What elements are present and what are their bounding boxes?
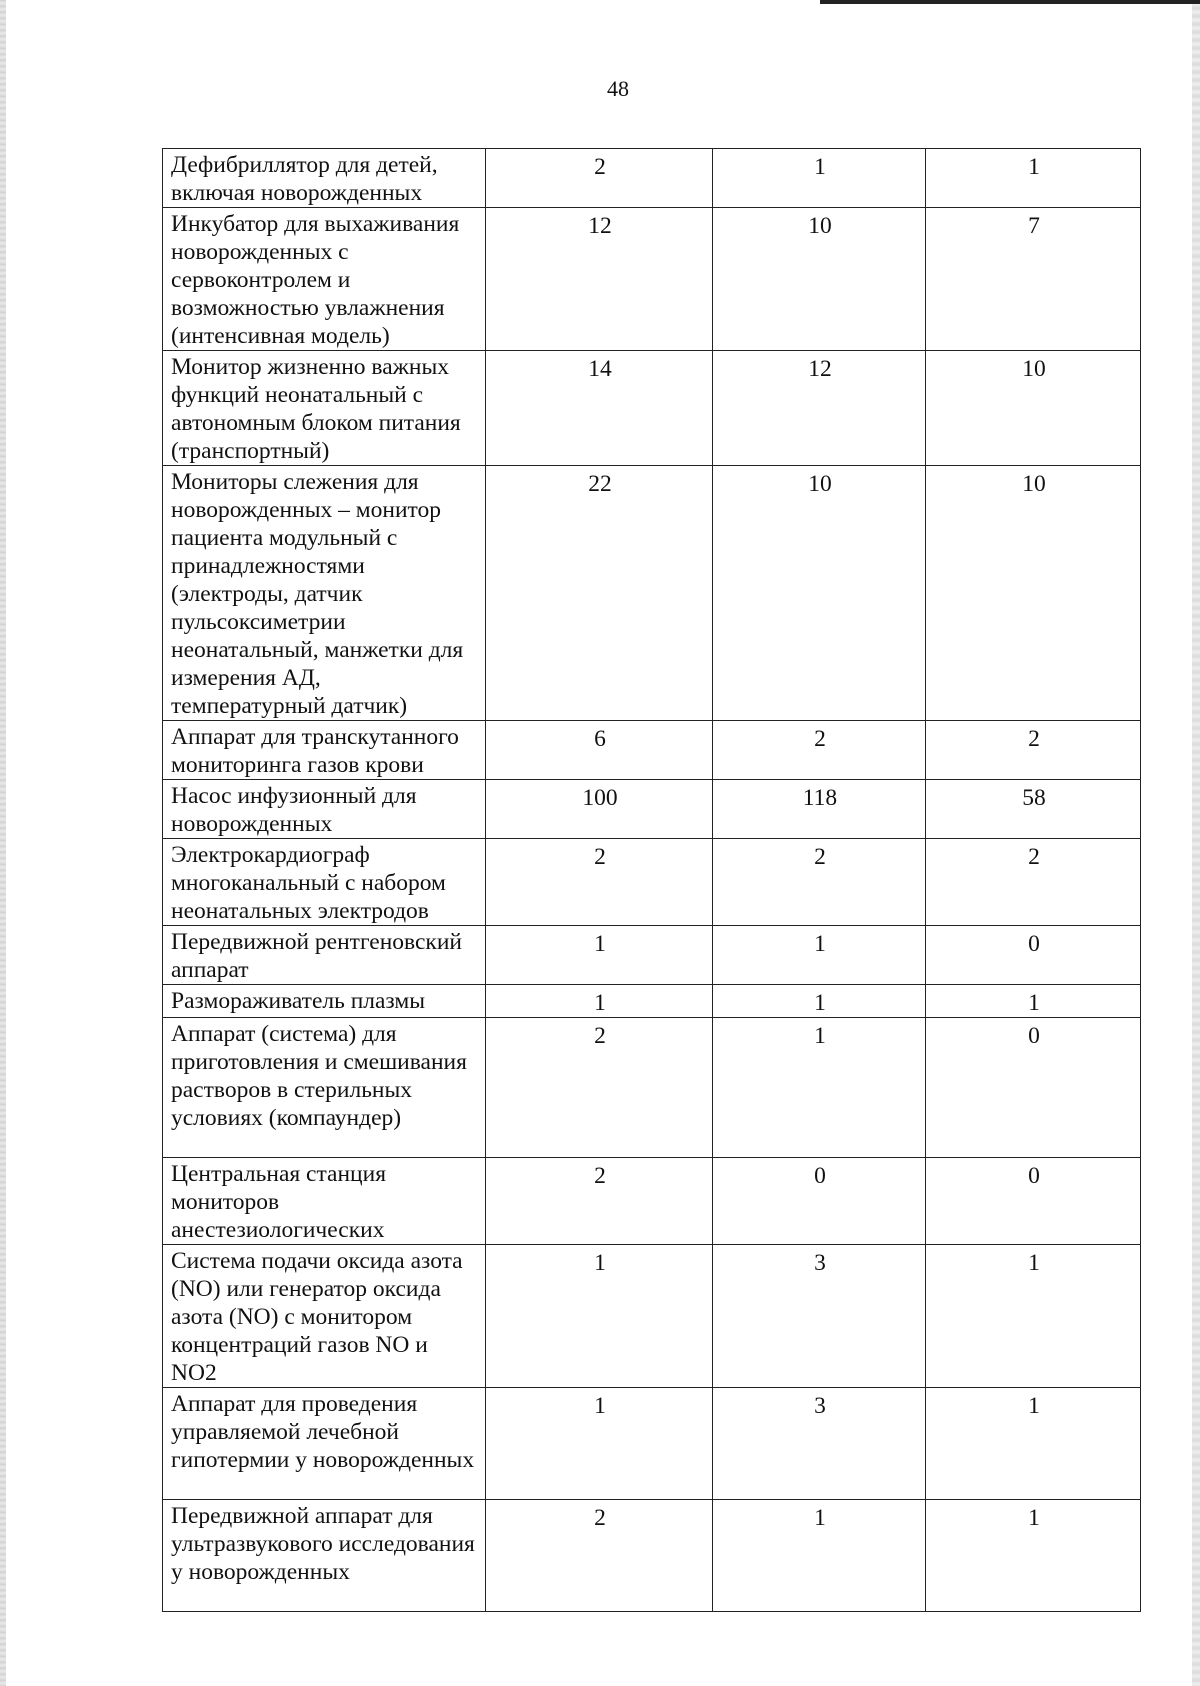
quantity-col-2: 10 [713, 208, 926, 351]
page-number: 48 [607, 76, 629, 101]
table-row [163, 1158, 1141, 1245]
quantity-col-1: 1 [486, 926, 713, 985]
top-rule [820, 0, 1200, 4]
quantity-col-3: 10 [926, 351, 1141, 466]
quantity-col-1: 12 [486, 208, 713, 351]
table-row [163, 149, 1141, 208]
quantity-col-3: 2 [926, 721, 1141, 780]
equipment-name: Размораживатель плазмы [163, 985, 486, 1018]
quantity-col-3: 7 [926, 208, 1141, 351]
quantity-col-2: 118 [713, 780, 926, 839]
quantity-col-2: 0 [713, 1158, 926, 1245]
quantity-col-1: 2 [486, 149, 713, 208]
table-row [163, 926, 1141, 985]
quantity-col-2: 1 [713, 926, 926, 985]
equipment-name: Монитор жизненно важных функций неонатальный с автономным блоком питания (транспортный) [163, 351, 486, 466]
quantity-col-2: 2 [713, 839, 926, 926]
quantity-col-1: 22 [486, 466, 713, 721]
quantity-col-1: 2 [486, 1500, 713, 1612]
equipment-table [162, 148, 1141, 1612]
equipment-name: Аппарат для транскутанного мониторинга газов крови [163, 721, 486, 780]
quantity-col-3: 1 [926, 149, 1141, 208]
table-row [163, 985, 1141, 1018]
quantity-col-2: 3 [713, 1388, 926, 1500]
table-row [163, 1500, 1141, 1612]
quantity-col-3: 1 [926, 1500, 1141, 1612]
quantity-col-3: 58 [926, 780, 1141, 839]
quantity-col-1: 1 [486, 985, 713, 1018]
equipment-name: Мониторы слежения для новорожденных – монитор пациента модульный с принадлежностями (электроды, датчик пульсоксиметрии неонатальный, манжетки для измерения АД, температурный датчик) [163, 466, 486, 721]
quantity-col-1: 14 [486, 351, 713, 466]
table-row [163, 208, 1141, 351]
quantity-col-3: 0 [926, 1018, 1141, 1158]
quantity-col-2: 1 [713, 149, 926, 208]
quantity-col-3: 10 [926, 466, 1141, 721]
quantity-col-2: 1 [713, 1500, 926, 1612]
equipment-name: Передвижной аппарат для ультразвукового исследования у новорожденных [163, 1500, 486, 1612]
quantity-col-2: 2 [713, 721, 926, 780]
quantity-col-2: 1 [713, 985, 926, 1018]
quantity-col-1: 1 [486, 1245, 713, 1388]
quantity-col-3: 0 [926, 926, 1141, 985]
quantity-col-3: 0 [926, 1158, 1141, 1245]
quantity-col-1: 6 [486, 721, 713, 780]
equipment-name: Аппарат для проведения управляемой лечебной гипотермии у новорожденных [163, 1388, 486, 1500]
scan-edge-left [0, 0, 6, 1686]
equipment-name: Дефибриллятор для детей, включая новорожденных [163, 149, 486, 208]
equipment-name: Передвижной рентгеновский аппарат [163, 926, 486, 985]
table-row [163, 466, 1141, 721]
quantity-col-1: 2 [486, 839, 713, 926]
table-row [163, 780, 1141, 839]
table-row [163, 351, 1141, 466]
quantity-col-3: 1 [926, 1245, 1141, 1388]
quantity-col-3: 1 [926, 985, 1141, 1018]
quantity-col-1: 2 [486, 1018, 713, 1158]
quantity-col-3: 2 [926, 839, 1141, 926]
equipment-name: Аппарат (система) для приготовления и смешивания растворов в стерильных условиях (компаундер) [163, 1018, 486, 1158]
quantity-col-2: 10 [713, 466, 926, 721]
table-row [163, 839, 1141, 926]
quantity-col-2: 1 [713, 1018, 926, 1158]
quantity-col-2: 12 [713, 351, 926, 466]
equipment-name: Электрокардиограф многоканальный с набором неонатальных электродов [163, 839, 486, 926]
table-row [163, 1245, 1141, 1388]
equipment-name: Система подачи оксида азота (NO) или генератор оксида азота (NO) с монитором концентраций газов NO и NO2 [163, 1245, 486, 1388]
quantity-col-3: 1 [926, 1388, 1141, 1500]
table-row [163, 1018, 1141, 1158]
quantity-col-1: 1 [486, 1388, 713, 1500]
quantity-col-1: 2 [486, 1158, 713, 1245]
scan-edge-right [1192, 0, 1200, 1686]
equipment-name: Насос инфузионный для новорожденных [163, 780, 486, 839]
table-row [163, 721, 1141, 780]
quantity-col-1: 100 [486, 780, 713, 839]
quantity-col-2: 3 [713, 1245, 926, 1388]
equipment-name: Инкубатор для выхаживания новорожденных с сервоконтролем и возможностью увлажнения (интенсивная модель) [163, 208, 486, 351]
equipment-name: Центральная станция мониторов анестезиологических [163, 1158, 486, 1245]
table-row [163, 1388, 1141, 1500]
